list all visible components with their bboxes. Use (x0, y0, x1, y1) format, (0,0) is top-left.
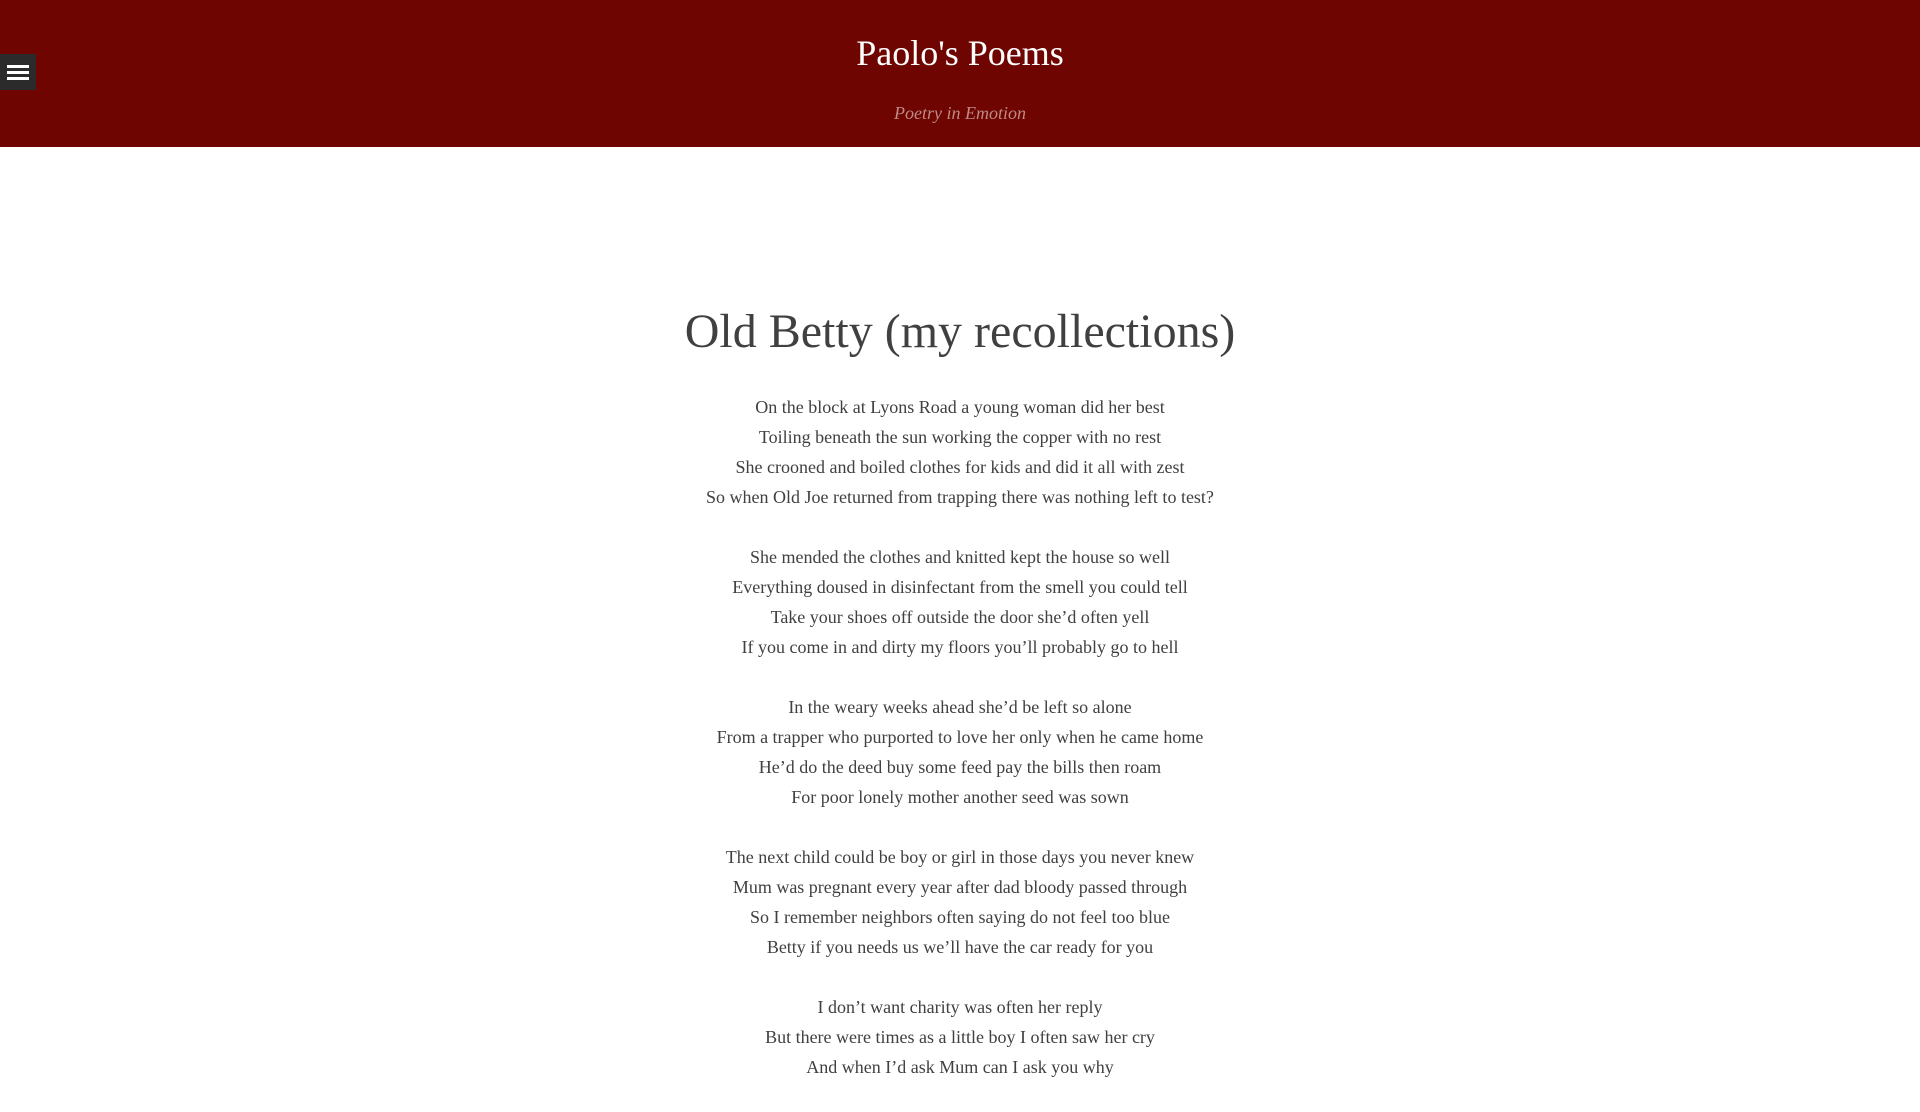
poem-line: He’d do the deed buy some feed pay the bills then roam (758, 757, 1162, 777)
poem-line: Toiling beneath the sun working the copper with no rest (758, 427, 1162, 447)
poem-line: She mended the clothes and knitted kept the house so well (750, 547, 1170, 567)
poem-line: The next child could be boy or girl in those days you never knew (725, 847, 1195, 867)
poem-line: From a trapper who purported to love her only when he came home (716, 727, 1204, 747)
poem-line: Mum was pregnant every year after dad bloody passed through (732, 877, 1188, 897)
poem-line: So I remember neighbors often saying do not feel too blue (750, 907, 1170, 927)
poem-line: So when Old Joe returned from trapping there was nothing left to test? (706, 487, 1214, 507)
stanza (0, 392, 1920, 512)
poem-line: On the block at Lyons Road a young woman did her best (755, 397, 1165, 417)
site-title[interactable]: Paolo's Poems (856, 33, 1064, 73)
menu-bar (7, 77, 29, 80)
poem-line: Betty if you needs us we’ll have the car ready for you (766, 937, 1154, 957)
stanza (0, 542, 1920, 662)
poem-line: Take your shoes off outside the door she’d often yell (770, 607, 1150, 627)
poem-line: In the weary weeks ahead she’d be left so alone (788, 697, 1132, 717)
poem-line: She crooned and boiled clothes for kids and did it all with zest (735, 457, 1185, 477)
poem-line: If you come in and dirty my floors you’ll probably go to hell (741, 637, 1179, 657)
stanza (0, 842, 1920, 962)
poem-line: Everything doused in disinfectant from the smell you could tell (732, 577, 1188, 597)
site-tagline: Poetry in Emotion (894, 103, 1026, 123)
poem-body (0, 392, 1920, 1112)
stanza (0, 992, 1920, 1082)
poem-line: But there were times as a little boy I often saw her cry (765, 1027, 1155, 1047)
stanza (0, 692, 1920, 812)
site-header (0, 0, 1920, 147)
post-title: Old Betty (my recollections) (684, 305, 1236, 358)
poem-line: For poor lonely mother another seed was sown (791, 787, 1129, 807)
poem-line: And when I’d ask Mum can I ask you why (806, 1057, 1114, 1077)
poem-line: I don’t want charity was often her reply (817, 997, 1103, 1017)
